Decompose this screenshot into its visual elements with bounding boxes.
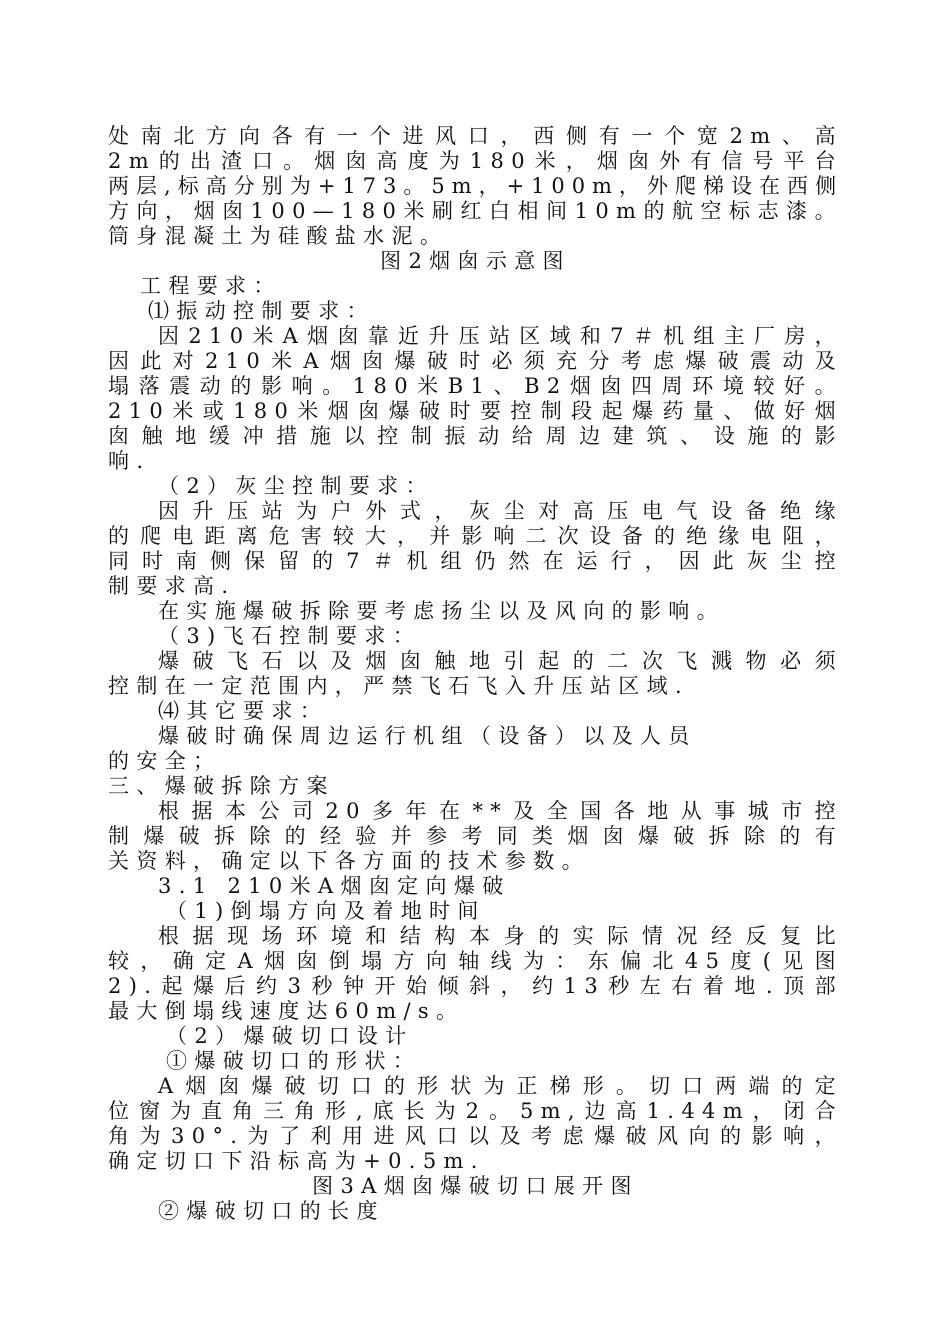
paragraph-line: 2).起爆后约3秒钟开始倾斜，约13秒左右着地.顶部 (108, 974, 843, 998)
paragraph-line: 因升压站为户外式，灰尘对高压电气设备绝缘 (158, 499, 843, 523)
paragraph-line: 确定切口下沿标高为+0.5m. (108, 1149, 485, 1173)
paragraph-line: 制要求高. (108, 574, 236, 598)
paragraph-line: 2m的出渣口。烟囱高度为180米，烟囱外有信号平台 (108, 149, 843, 173)
paragraph-line: 最大倒塌线速度达60m/s。 (108, 999, 465, 1023)
section-heading: 三、爆破拆除方案 (108, 774, 335, 798)
paragraph-line: 根据本公司20多年在**及全国各地从事城市控 (158, 799, 843, 823)
subsection-heading: （1)倒塌方向及着地时间 (166, 899, 486, 923)
paragraph-line: 控制在一定范围内，严禁飞石飞入升压站区域. (108, 674, 690, 698)
paragraph-line: 制爆破拆除的经验并参考同类烟囱爆破拆除的有 (108, 824, 843, 848)
paragraph-line: 塌落震动的影响。180米B1、B2烟囱四周环境较好。 (108, 374, 843, 398)
subsection-heading: 3.1 210米A烟囱定向爆破 (158, 874, 511, 898)
section-heading: 工程要求： (140, 274, 282, 298)
paragraph-line: 两层,标高分别为+173。5m，+100m，外爬梯设在西侧 (108, 174, 843, 198)
figure-caption: 图3A烟囱爆破切口展开图 (312, 1174, 639, 1198)
paragraph-line: 的安全； (108, 749, 222, 773)
paragraph-line: 囱触地缓冲措施以控制振动给周边建筑、设施的影 (108, 424, 843, 448)
paragraph-line: 因210米A烟囱靠近升压站区域和7＃机组主厂房， (158, 324, 843, 348)
paragraph-line: A烟囱爆破切口的形状为正梯形。切口两端的定 (158, 1074, 843, 1098)
paragraph-line: 方向，烟囱100—180米刷红白相间10m的航空标志漆。 (108, 199, 843, 223)
paragraph-line: 在实施爆破拆除要考虑扬尘以及风向的影响。 (158, 599, 725, 623)
paragraph-line: 同时南侧保留的7＃机组仍然在运行，因此灰尘控 (108, 549, 843, 573)
paragraph-line: 处南北方向各有一个进风口，西侧有一个宽2m、高 (108, 124, 843, 148)
paragraph-line: 210米或180米烟囱爆破时要控制段起爆药量、做好烟 (108, 399, 843, 423)
paragraph-line: 筒身混凝土为硅酸盐水泥。 (108, 224, 449, 248)
paragraph-line: 爆破时确保周边运行机组（设备）以及人员 (158, 724, 697, 748)
paragraph-line: 的爬电距离危害较大，并影响二次设备的绝缘电阻， (108, 524, 843, 548)
paragraph-line: 因此对210米A烟囱爆破时必须充分考虑爆破震动及 (108, 349, 843, 373)
paragraph-line: 爆破飞石以及烟囱触地引起的二次飞溅物必须 (158, 649, 843, 673)
subsection-heading: （3)飞石控制要求： (158, 624, 422, 648)
paragraph-line: 响. (108, 449, 151, 473)
paragraph-line: 角为30°.为了利用进风口以及考虑爆破风向的影响， (108, 1124, 843, 1148)
subsection-heading: ⑴振动控制要求： (148, 299, 375, 323)
subsection-heading: （2）爆破切口设计 (166, 1024, 414, 1048)
subsection-heading: （2）灰尘控制要求： (158, 474, 434, 498)
paragraph-line: 根据现场环境和结构本身的实际情况经反复比 (158, 924, 843, 948)
subsection-heading: ①爆破切口的形状： (166, 1049, 422, 1073)
subsection-heading: ②爆破切口的长度 (158, 1199, 385, 1223)
paragraph-line: 关资料，确定以下各方面的技术参数。 (108, 849, 590, 873)
subsection-heading: ⑷其它要求： (158, 699, 329, 723)
paragraph-line: 较，确定A烟囱倒塌方向轴线为：东偏北45度(见图 (108, 949, 843, 973)
paragraph-line: 位窗为直角三角形,底长为2。5m,边高1.44m，闭合 (108, 1099, 843, 1123)
figure-caption: 图2烟囱示意图 (380, 249, 571, 273)
